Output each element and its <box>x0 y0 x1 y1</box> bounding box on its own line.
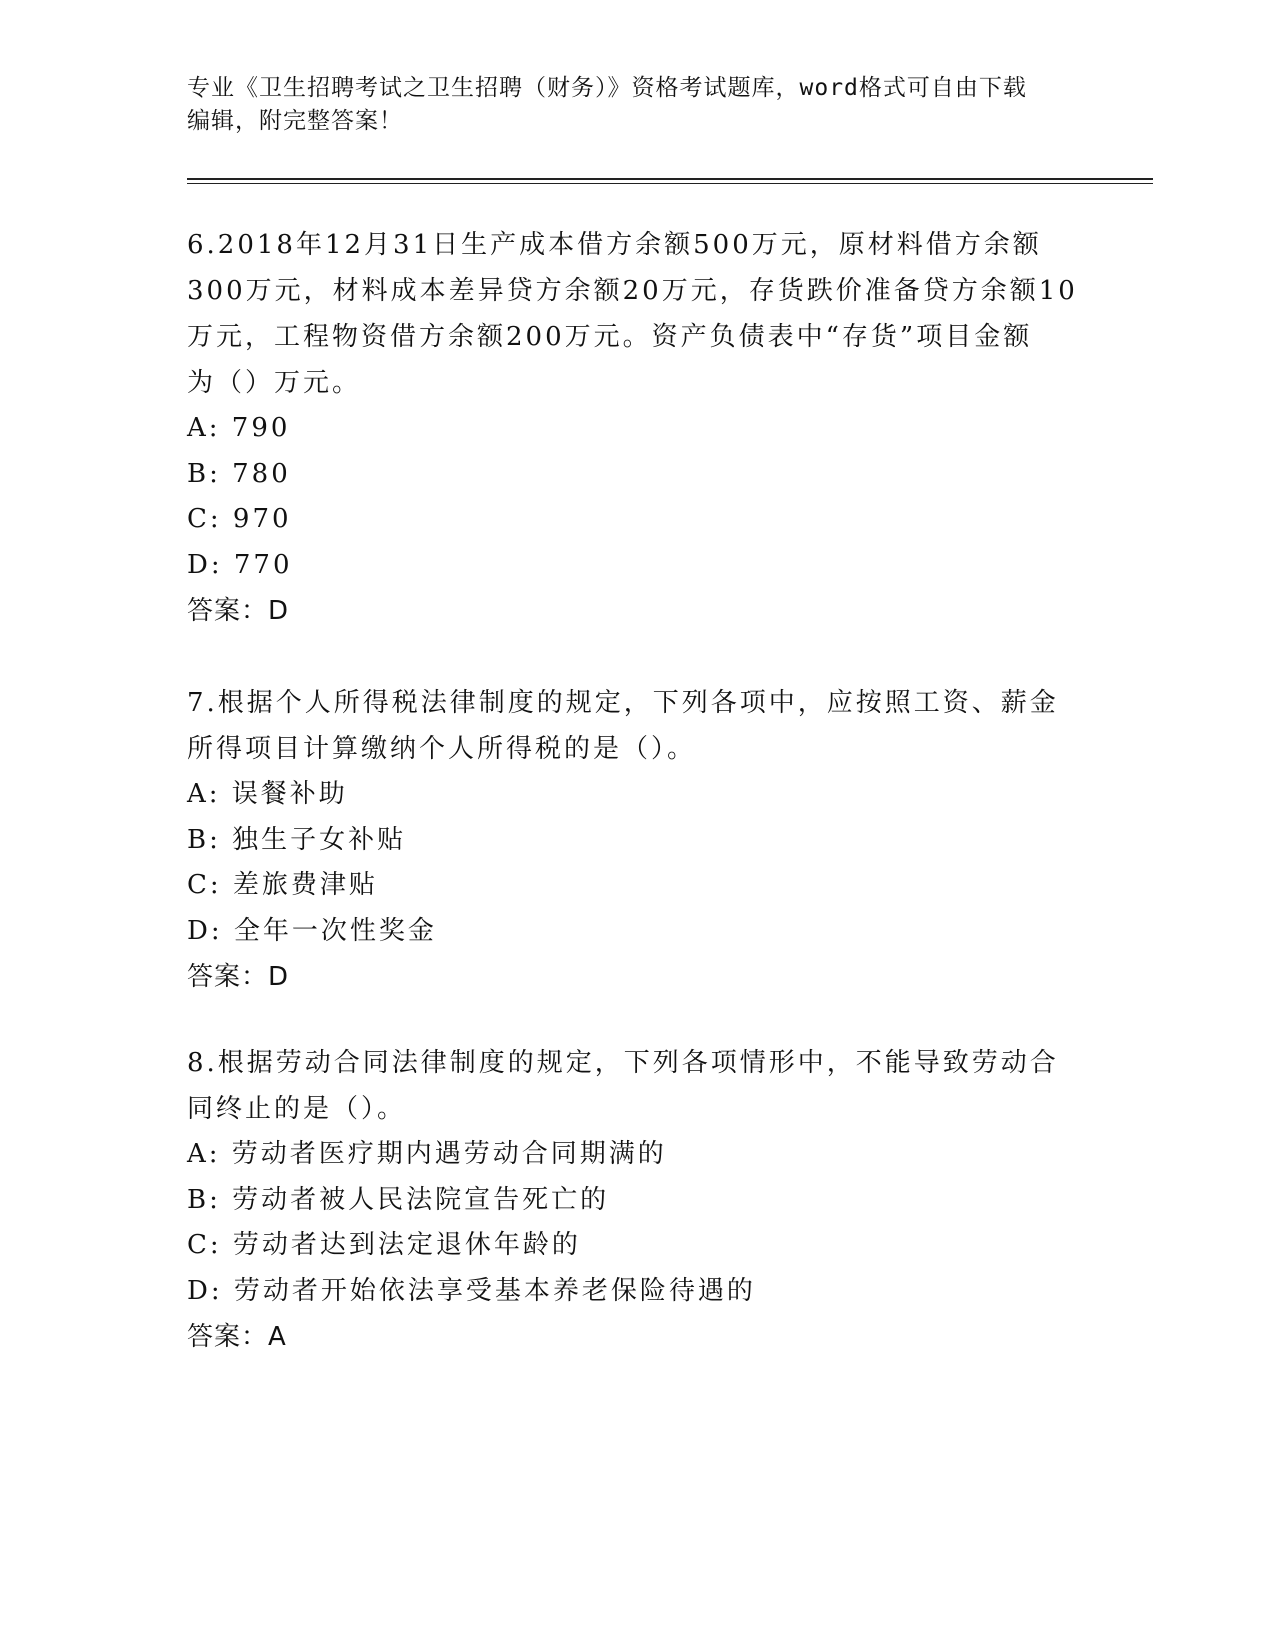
option-c: C: 劳动者达到法定退休年龄的 <box>187 1230 581 1260</box>
header-divider-thick <box>187 178 1153 180</box>
question-stem-line: 300万元，材料成本差异贷方余额20万元，存货跌价准备贷方余额10 <box>187 276 1078 306</box>
option-b: B: 劳动者被人民法院宣告死亡的 <box>187 1184 610 1215</box>
header-line-1: 专业《卫生招聘考试之卫生招聘（财务）》资格考试题库，word格式可自由下载 <box>187 75 1027 101</box>
option-c: C: 970 <box>187 504 292 534</box>
option-d: D: 劳动者开始依法享受基本养老保险待遇的 <box>187 1275 756 1306</box>
option-d: D: 770 <box>187 549 293 580</box>
question-stem-line: 万元，工程物资借方余额200万元。资产负债表中“存货”项目金额 <box>187 322 1033 352</box>
question-stem-line: 7.根据个人所得税法律制度的规定，下列各项中，应按照工资、薪金 <box>187 688 1059 718</box>
option-b: B: 独生子女补贴 <box>187 824 407 855</box>
option-a: A: 误餐补助 <box>187 779 348 809</box>
question-stem-line: 6.2018年12月31日生产成本借方余额500万元，原材料借方余额 <box>187 230 1042 260</box>
option-a: A: 劳动者医疗期内遇劳动合同期满的 <box>187 1139 667 1169</box>
question-stem-line: 8.根据劳动合同法律制度的规定，下列各项情形中，不能导致劳动合 <box>187 1048 1059 1078</box>
question-stem-line: 同终止的是（）。 <box>187 1094 407 1124</box>
document-header <box>187 72 1087 138</box>
header-divider-thin <box>187 183 1153 184</box>
option-d: D: 全年一次性奖金 <box>187 915 437 946</box>
answer-line: 答案：D <box>187 962 290 992</box>
question-6 <box>187 222 1087 634</box>
question-8 <box>187 1040 1087 1360</box>
header-line-2: 编辑，附完整答案！ <box>187 108 403 134</box>
option-c: C: 差旅费津贴 <box>187 870 378 900</box>
option-a: A: 790 <box>187 413 291 443</box>
answer-line: 答案：D <box>187 596 290 626</box>
question-7 <box>187 680 1087 1000</box>
option-b: B: 780 <box>187 458 291 489</box>
answer-line: 答案：A <box>187 1322 287 1352</box>
question-stem-line: 所得项目计算缴纳个人所得税的是（）。 <box>187 734 697 764</box>
question-stem-line: 为（）万元。 <box>187 368 362 398</box>
